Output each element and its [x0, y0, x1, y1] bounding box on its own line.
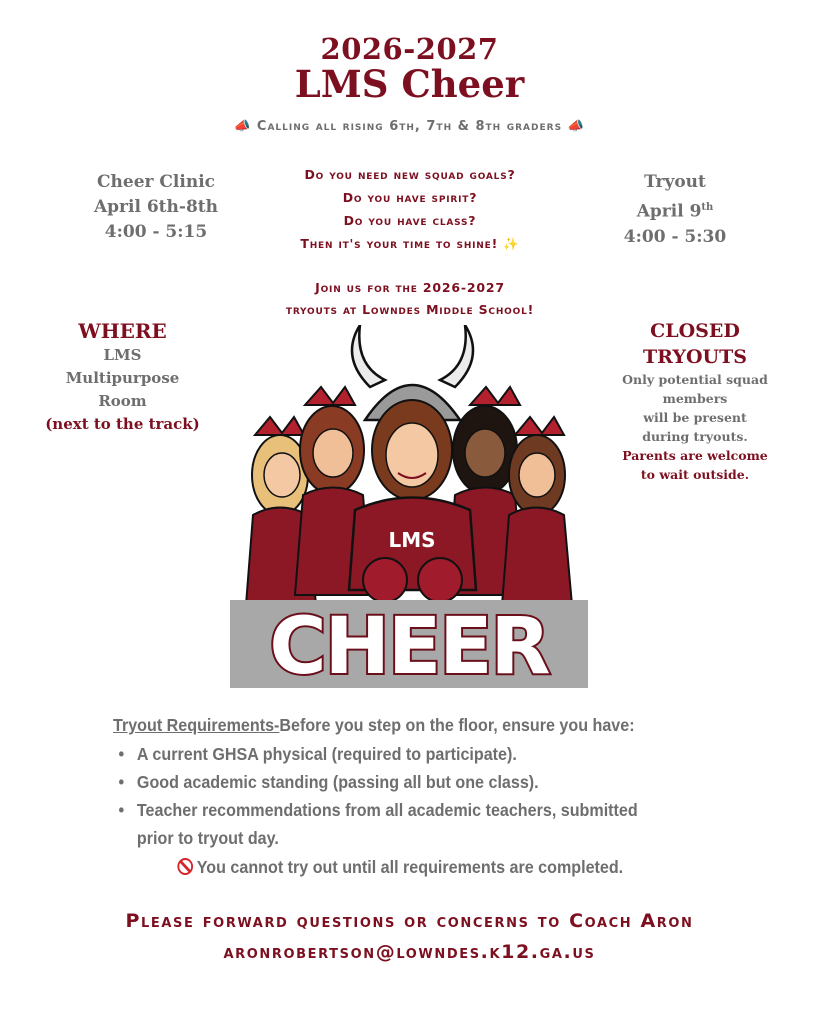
closed-tryouts-block [600, 318, 790, 484]
closed-note: to wait outside. [640, 467, 750, 482]
contact-line: Please forward questions or concerns to Coach Aron [125, 910, 694, 932]
list-item: • Good academic standing (passing all but one class). [113, 768, 702, 796]
megaphone-icon: 📣 [234, 119, 252, 134]
tryout-date-main: April 9 [636, 201, 702, 222]
requirements-list [113, 740, 702, 852]
requirements-heading [113, 712, 702, 738]
closed-line: during tryouts. [642, 429, 748, 444]
where-block [30, 318, 215, 436]
where-heading: WHERE [78, 319, 167, 343]
clinic-info [66, 170, 246, 245]
question-line [240, 232, 580, 255]
join-text [220, 277, 600, 321]
tryout-info [585, 170, 765, 250]
clinic-time: 4:00 - 5:15 [104, 222, 208, 242]
question-line: Do you have class? [343, 213, 477, 228]
clinic-label: Cheer Clinic [96, 172, 215, 192]
join-line: tryouts at Lowndes Middle School! [285, 302, 535, 317]
closed-heading: CLOSED [650, 320, 740, 342]
tryout-label: Tryout [644, 172, 706, 192]
closed-line: Only potential squad [622, 372, 768, 387]
closed-note: Parents are welcome [622, 448, 768, 463]
megaphone-icon: 📣 [567, 119, 585, 134]
list-item: • Teacher recommendations from all academic teachers, submitted prior to tryout day. [113, 796, 656, 852]
tryout-time: 4:00 - 5:30 [623, 226, 727, 247]
shirt-lms-text: LMS [388, 528, 436, 552]
warning-text: You cannot try out until all requirements are completed. [196, 857, 624, 877]
contact-block [0, 906, 819, 968]
closed-heading: TRYOUTS [643, 346, 747, 368]
requirements-section [113, 712, 702, 882]
sparkles-icon: ✨ [503, 236, 520, 251]
question-line: Do you need new squad goals? [304, 167, 516, 182]
join-line: Join us for the 2026-2027 [315, 280, 505, 295]
questions-block [240, 163, 580, 255]
list-item: • A current GHSA physical (required to participate). [113, 740, 702, 768]
requirements-warning [177, 852, 701, 882]
prohibited-icon [177, 858, 193, 875]
question-line-text: Then it's your time to shine! [300, 236, 499, 251]
page-title: LMS Cheer [294, 62, 525, 106]
subtitle-text: Calling all rising 6th, 7th & 8th graders [256, 119, 563, 134]
title-year: 2026-2027 [320, 32, 499, 66]
requirements-heading-rest: Before you step on the floor, ensure you have: [279, 715, 635, 735]
contact-email[interactable]: aronrobertson@lowndes.k12.ga.us [223, 941, 596, 963]
question-line: Do you have spirit? [342, 190, 478, 205]
tryout-date [585, 195, 765, 225]
where-note: (next to the track) [45, 415, 200, 433]
closed-line: members [662, 391, 728, 406]
closed-line: will be present [643, 410, 747, 425]
requirements-heading-underlined: Tryout Requirements- [113, 715, 280, 735]
where-line: LMS [103, 346, 142, 364]
clinic-dates: April 6th-8th [93, 197, 218, 217]
where-line: Multipurpose [65, 369, 180, 387]
cheer-mascot-illustration [215, 325, 610, 695]
where-line: Room [98, 392, 147, 410]
tryout-date-suffix: th [701, 202, 714, 213]
cheer-banner-text: CHEER [269, 602, 549, 692]
subtitle [0, 119, 819, 134]
